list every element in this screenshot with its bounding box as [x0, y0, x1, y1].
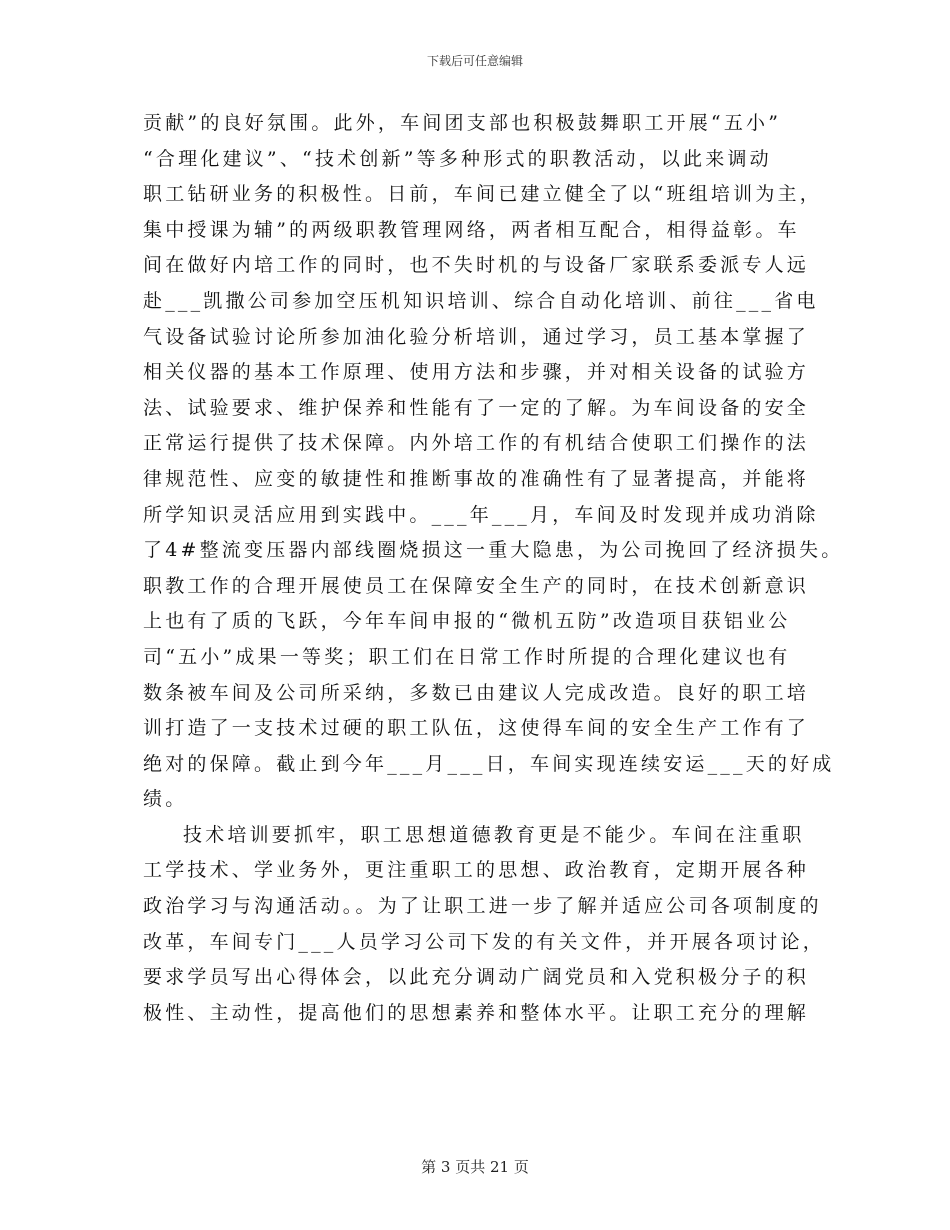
- text-line: 绝对的保障。截止到今年___月___日，车间实现连续安运___天的好成: [143, 752, 835, 775]
- text-line: 政治学习与沟通活动。。为了让职工进一步了解并适应公司各项制度的: [143, 895, 822, 918]
- text-line: 气设备试验讨论所参加油化验分析培训，通过学习，员工基本掌握了: [143, 325, 810, 348]
- text-line: 绩。: [143, 788, 188, 811]
- text-line: 法、试验要求、维护保养和性能有了一定的了解。为车间设备的安全: [143, 396, 810, 419]
- text-line: 工学技术、学业务外，更注重职工的思想、政治教育，定期开展各种: [143, 859, 810, 882]
- text-line: 极性、主动性，提高他们的思想素养和整体水平。让职工充分的理解: [143, 1001, 810, 1024]
- text-line: 集中授课为辅”的两级职教管理网络，两者相互配合，相得益彰。车: [143, 218, 800, 241]
- text-line: 贡献”的良好氛围。此外，车间团支部也积极鼓舞职工开展“五小”: [143, 112, 782, 134]
- page-footer: 第 3 页共 21 页: [421, 1158, 529, 1176]
- document-body: [143, 106, 844, 1031]
- text-line: 了4#整流变压器内部线圈烧损这一重大隐患，为公司挽回了经济损失。: [143, 539, 844, 562]
- text-line: 上也有了质的飞跃，今年车间申报的“微机五防”改造项目获铝业公: [143, 610, 791, 633]
- text-line: 要求学员写出心得体会，以此充分调动广阔党员和入党积极分子的积: [143, 966, 810, 989]
- text-line: 赴___凯撒公司参加空压机知识培训、综合自动化培训、前往___省电: [143, 289, 819, 312]
- page-header: 下载后可任意编辑: [426, 54, 523, 68]
- text-line: 数条被车间及公司所采纳，多数已由建议人完成改造。良好的职工培: [143, 681, 810, 704]
- text-line: 职工钻研业务的积极性。日前，车间已建立健全了以“班组培训为主，: [143, 183, 822, 206]
- text-line: 律规范性、应变的敏捷性和推断事故的准确性有了显著提高，并能将: [143, 467, 810, 490]
- text-line: 间在做好内培工作的同时，也不失时机的与设备厂家联系委派专人远: [143, 254, 810, 277]
- text-line: 职教工作的合理开展使员工在保障安全生产的同时，在技术创新意识: [143, 574, 810, 597]
- text-line: 正常运行提供了技术保障。内外培工作的有机结合使职工们操作的法: [143, 432, 810, 455]
- text-line: 训打造了一支技术过硬的职工队伍，这使得车间的安全生产工作有了: [143, 717, 810, 740]
- text-line: 相关仪器的基本工作原理、使用方法和步骤，并对相关设备的试验方: [143, 361, 810, 384]
- text-line: 司“五小”成果一等奖；职工们在日常工作时所提的合理化建议也有: [143, 645, 791, 668]
- text-line: 改革，车间专门___人员学习公司下发的有关文件，并开展各项讨论，: [143, 930, 825, 953]
- text-line: 所学知识灵活应用到实践中。___年___月，车间及时发现并成功消除: [143, 503, 819, 526]
- paragraph-first-line: 技术培训要抓牢，职工思想道德教育更是不能少。车间在注重职: [183, 823, 805, 846]
- text-line: “合理化建议”、“技术创新”等多种形式的职教活动，以此来调动: [143, 147, 772, 170]
